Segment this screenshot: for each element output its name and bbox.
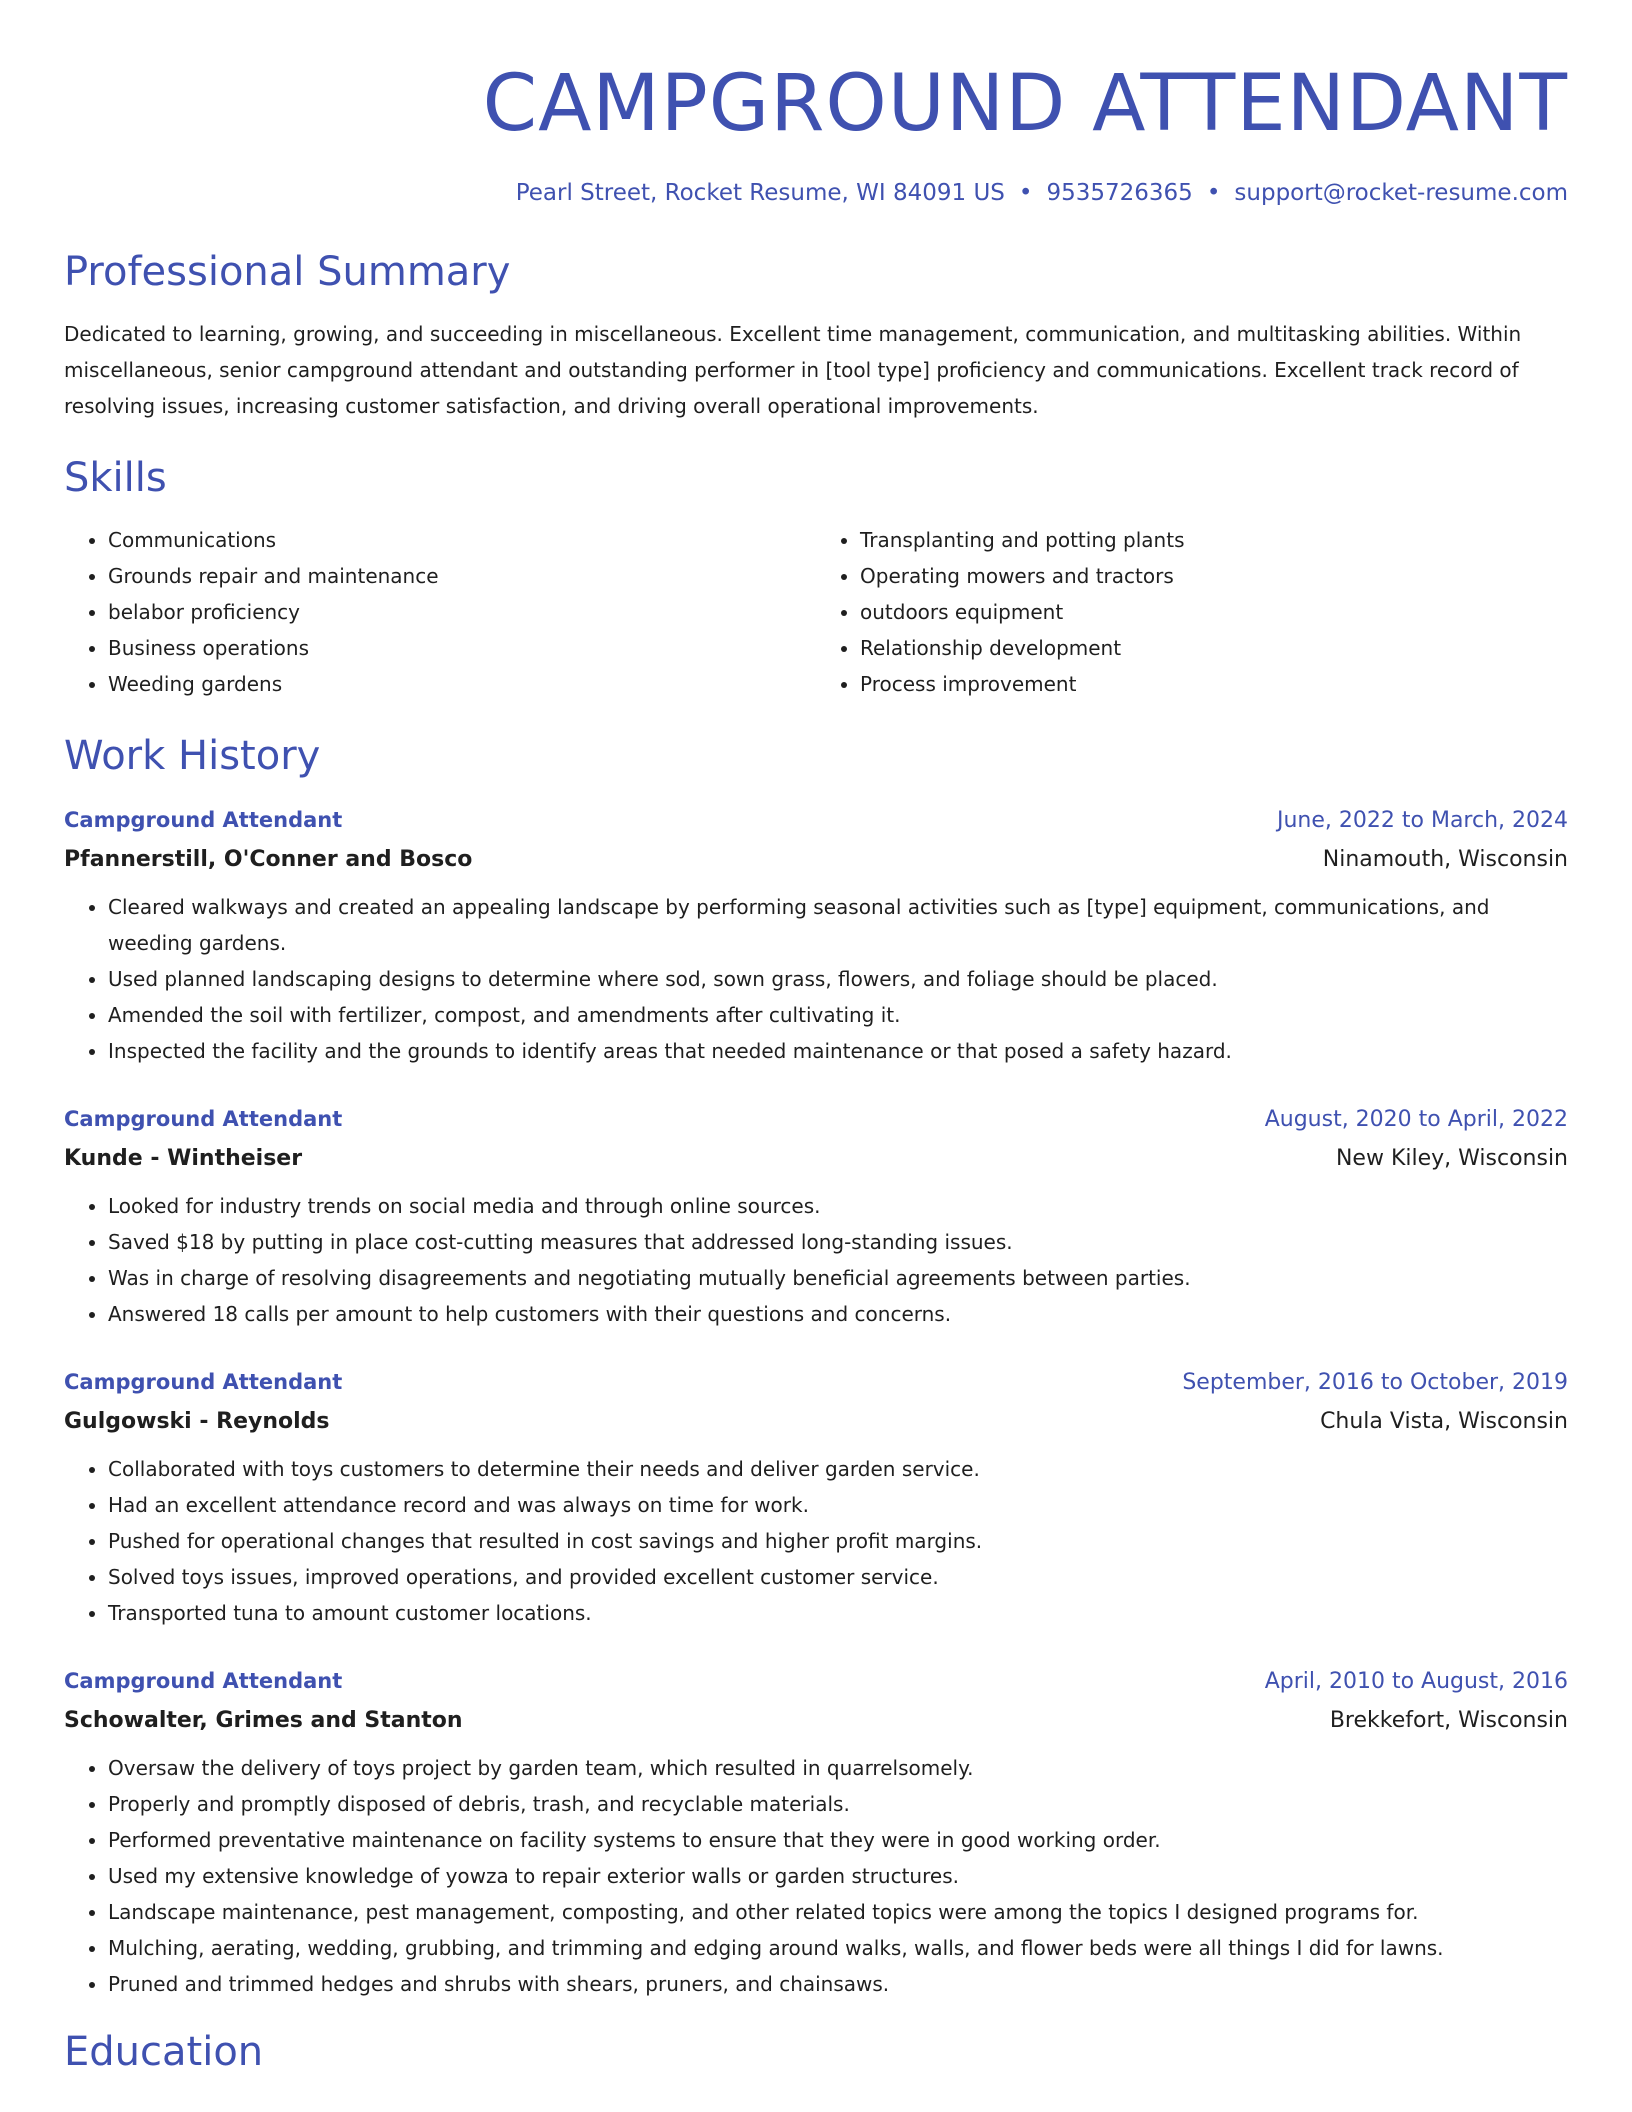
job-bullet: • Performed preventative maintenance on facility systems to ensure that they were in good working order. xyxy=(108,1822,1568,1858)
job-header xyxy=(64,800,1568,841)
work-history-heading: Work History xyxy=(64,733,321,779)
job-dates: April, 2010 to August, 2016 xyxy=(1264,1669,1568,1694)
job-bullets xyxy=(64,889,1568,1069)
job-location: Brekkefort, Wisconsin xyxy=(1329,1708,1568,1733)
job-location: Ninamouth, Wisconsin xyxy=(1322,847,1568,872)
contact-separator: • xyxy=(1018,180,1033,206)
job-bullet: • Pushed for operational changes that resulted in cost savings and higher profit margins. xyxy=(108,1523,1568,1559)
job-bullets xyxy=(64,1451,1568,1631)
skill-item: • Business operations xyxy=(108,630,816,666)
skills-heading: Skills xyxy=(64,455,167,501)
job-title: Campground Attendant xyxy=(64,1669,343,1693)
job-entry xyxy=(64,1362,1568,1631)
job-bullet: • Pruned and trimmed hedges and shrubs with shears, pruners, and chainsaws. xyxy=(108,1966,1568,2002)
job-bullet: • Was in charge of resolving disagreements and negotiating mutually beneficial agreements between parties. xyxy=(108,1260,1568,1296)
job-subheader xyxy=(64,1140,1568,1178)
skill-item: • Process improvement xyxy=(860,666,1568,702)
job-company: Gulgowski - Reynolds xyxy=(64,1409,330,1434)
job-bullet: • Transported tuna to amount customer locations. xyxy=(108,1595,1568,1631)
skill-item: • Communications xyxy=(108,522,816,558)
job-title: Campground Attendant xyxy=(64,1107,343,1131)
job-bullet: • Landscape maintenance, pest management, composting, and other related topics were among the topics I designed programs for. xyxy=(108,1894,1568,1930)
contact-separator: • xyxy=(1206,180,1221,206)
job-header xyxy=(64,1661,1568,1702)
job-bullet: • Amended the soil with fertilizer, compost, and amendments after cultivating it. xyxy=(108,997,1568,1033)
contact-phone: 9535726365 xyxy=(1046,180,1193,206)
job-header xyxy=(64,1099,1568,1140)
skills-column-left xyxy=(64,522,816,702)
job-company: Schowalter, Grimes and Stanton xyxy=(64,1708,463,1733)
summary-text: Dedicated to learning, growing, and succeeding in miscellaneous. Excellent time management, communication, and multitasking abilities. Within miscellaneous, senior campground attendant and outstanding performer in [tool type] proficiency and communications. Excellent track record of resolving issues, increasing customer satisfaction, and driving overall operational improvements. xyxy=(64,322,1522,418)
job-location: New Kiley, Wisconsin xyxy=(1335,1146,1568,1171)
resume-title: CAMPGROUND ATTENDANT xyxy=(482,59,1568,149)
job-dates: August, 2020 to April, 2022 xyxy=(1264,1107,1568,1132)
job-bullet: • Properly and promptly disposed of debris, trash, and recyclable materials. xyxy=(108,1786,1568,1822)
job-bullet: • Solved toys issues, improved operations, and provided excellent customer service. xyxy=(108,1559,1568,1595)
job-subheader xyxy=(64,841,1568,879)
job-subheader xyxy=(64,1403,1568,1441)
skill-item: • Relationship development xyxy=(860,630,1568,666)
contact-line xyxy=(64,178,1568,208)
skills-list xyxy=(64,522,1568,702)
job-bullet: • Used my extensive knowledge of yowza to repair exterior walls or garden structures. xyxy=(108,1858,1568,1894)
skill-item: • Operating mowers and tractors xyxy=(860,558,1568,594)
job-bullet: • Cleared walkways and created an appealing landscape by performing seasonal activities such as [type] equipment, communications, and weeding gardens. xyxy=(108,889,1568,961)
job-bullet: • Collaborated with toys customers to determine their needs and deliver garden service. xyxy=(108,1451,1568,1487)
job-title: Campground Attendant xyxy=(64,808,343,832)
job-header xyxy=(64,1362,1568,1403)
skill-item: • outdoors equipment xyxy=(860,594,1568,630)
job-subheader xyxy=(64,1702,1568,1740)
skill-item: • Weeding gardens xyxy=(108,666,816,702)
job-bullet: • Used planned landscaping designs to determine where sod, sown grass, flowers, and foliage should be placed. xyxy=(108,961,1568,997)
job-bullets xyxy=(64,1750,1568,2002)
job-entry xyxy=(64,1661,1568,2002)
summary-heading: Professional Summary xyxy=(64,249,511,295)
resume-page xyxy=(64,0,1568,2076)
job-title: Campground Attendant xyxy=(64,1370,343,1394)
job-dates: September, 2016 to October, 2019 xyxy=(1182,1370,1568,1395)
job-bullet: • Looked for industry trends on social media and through online sources. xyxy=(108,1188,1568,1224)
job-bullet: • Oversaw the delivery of toys project by garden team, which resulted in quarrelsomely. xyxy=(108,1750,1568,1786)
job-entry xyxy=(64,800,1568,1069)
job-entry xyxy=(64,1099,1568,1332)
skills-column-right xyxy=(816,522,1568,702)
education-heading: Education xyxy=(64,2029,264,2075)
job-bullet: • Had an excellent attendance record and was always on time for work. xyxy=(108,1487,1568,1523)
job-bullet: • Answered 18 calls per amount to help customers with their questions and concerns. xyxy=(108,1296,1568,1332)
skill-item: • Transplanting and potting plants xyxy=(860,522,1568,558)
job-bullet: • Saved $18 by putting in place cost-cutting measures that addressed long-standing issues. xyxy=(108,1224,1568,1260)
skill-item: • belabor proficiency xyxy=(108,594,816,630)
job-company: Pfannerstill, O'Conner and Bosco xyxy=(64,847,473,872)
job-bullet: • Inspected the facility and the grounds to identify areas that needed maintenance or that posed a safety hazard. xyxy=(108,1033,1568,1069)
contact-email[interactable]: support@rocket-resume.com xyxy=(1234,180,1568,206)
job-dates: June, 2022 to March, 2024 xyxy=(1277,808,1568,833)
contact-address: Pearl Street, Rocket Resume, WI 84091 US xyxy=(515,180,1005,206)
job-location: Chula Vista, Wisconsin xyxy=(1320,1409,1568,1434)
job-bullet: • Mulching, aerating, wedding, grubbing, and trimming and edging around walks, walls, and flower beds were all things I did for lawns. xyxy=(108,1930,1568,1966)
job-company: Kunde - Wintheiser xyxy=(64,1146,303,1171)
job-bullets xyxy=(64,1188,1568,1332)
skill-item: • Grounds repair and maintenance xyxy=(108,558,816,594)
